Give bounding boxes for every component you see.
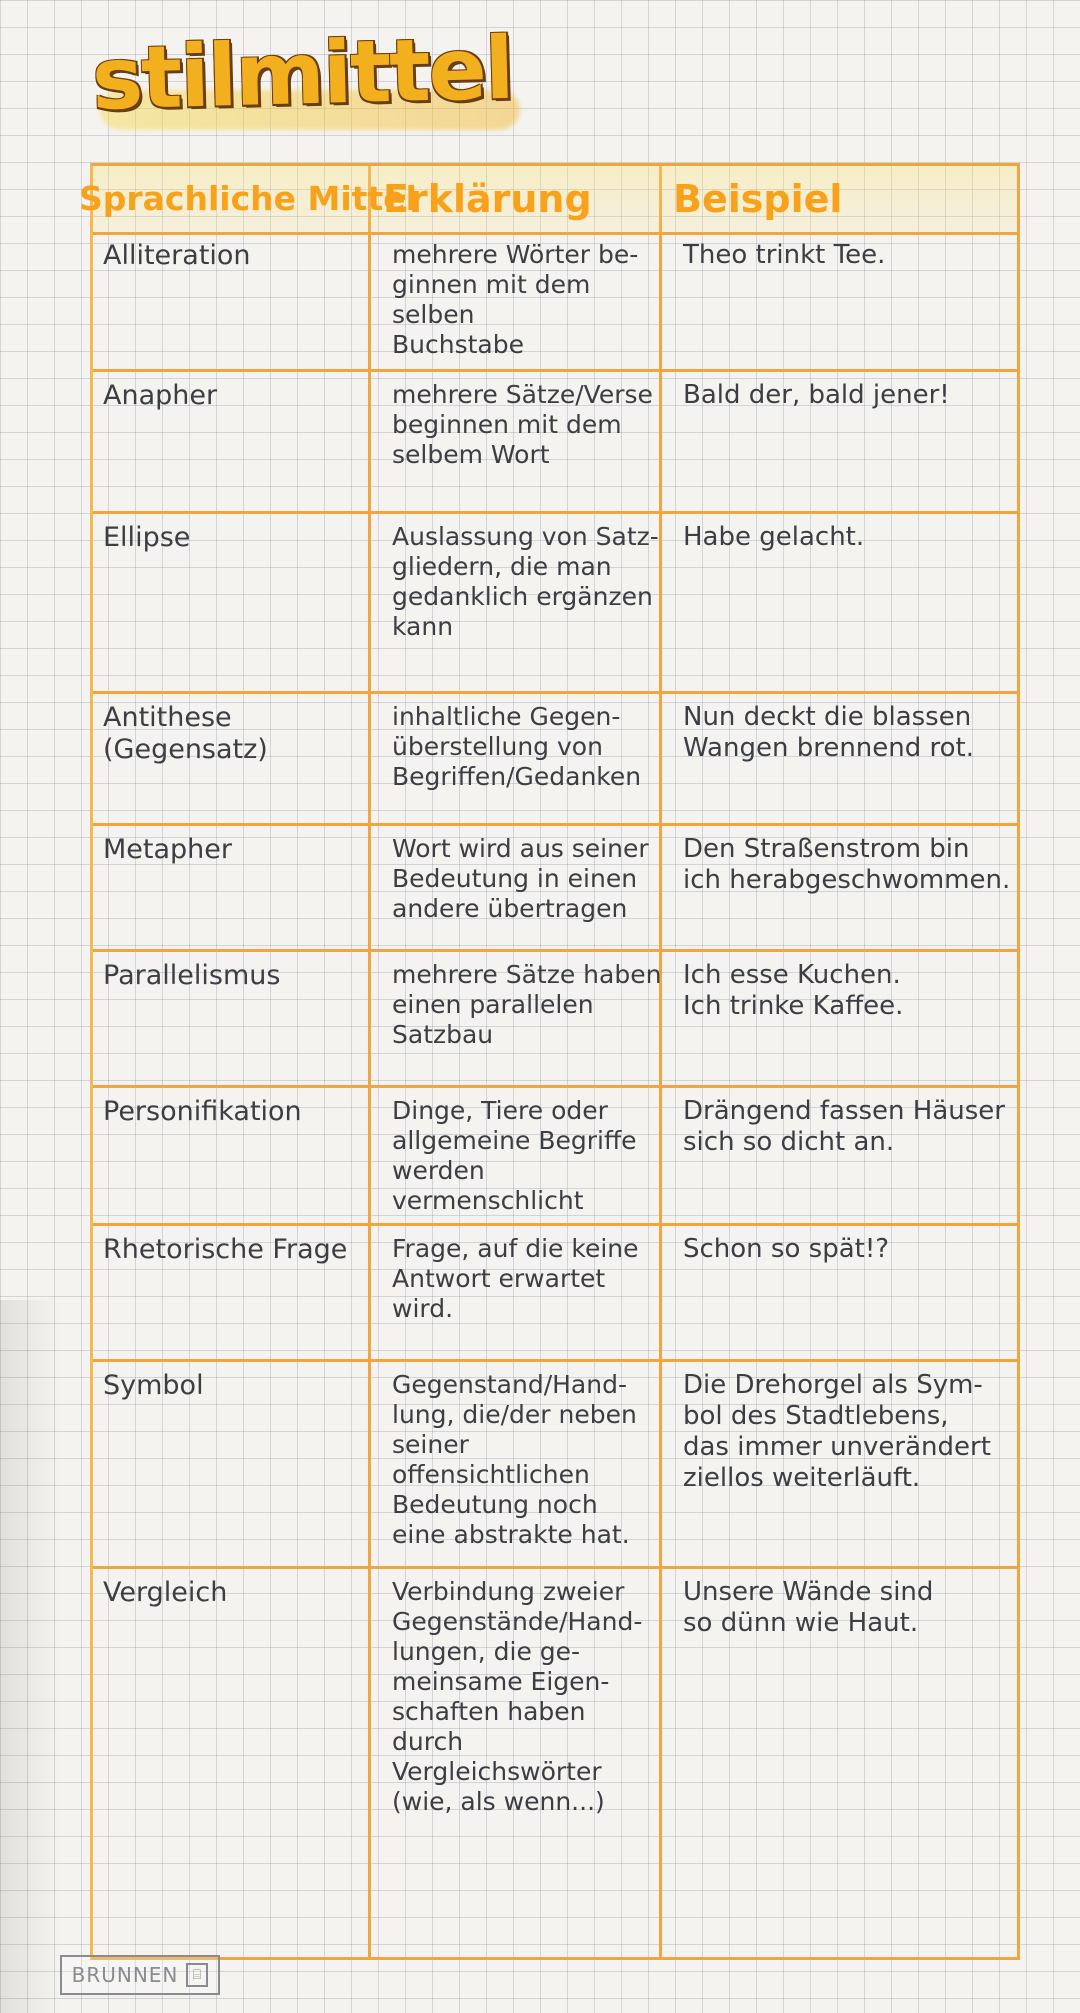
page-shadow [0,1300,60,2013]
table-header [79,166,1017,235]
header-example: Beispiel [673,177,843,221]
brand-logo-icon: ⌸ [186,1963,208,1987]
device-name: Antithese (Gegensatz) [103,702,268,765]
table-row [93,1569,1017,1954]
table-row [93,1088,1017,1226]
table-row [93,1226,1017,1362]
stylistic-devices-table [79,163,1020,1960]
device-example: Nun deckt die blassen Wangen brennend rot. [683,702,975,763]
device-explanation: mehrere Sätze haben einen parallelen Satzbau [392,960,662,1049]
device-name: Anapher [103,380,218,411]
device-name: Ellipse [103,522,191,553]
table-row [93,232,1017,372]
device-example: Die Drehorgel als Sym- bol des Stadtlebens, das immer unverändert ziellos weiterläuft. [683,1370,991,1493]
device-name: Metapher [103,834,233,865]
device-example: Bald der, bald jener! [683,380,950,410]
table-row [93,1362,1017,1569]
device-example: Den Straßenstrom bin ich herabgeschwommen. [683,834,1011,895]
device-explanation: Wort wird aus seiner Bedeutung in einen andere übertragen [392,834,649,923]
device-explanation: mehrere Wörter be- ginnen mit dem selben Buchstabe [392,240,639,359]
device-example: Schon so spät!? [683,1234,890,1264]
device-example: Ich esse Kuchen. Ich trinke Kaffee. [683,960,904,1021]
device-name: Vergleich [103,1577,228,1608]
device-name: Symbol [103,1370,204,1401]
device-explanation: Dinge, Tiere oder allgemeine Begriffe werden vermenschlicht [392,1096,637,1215]
table-row [93,826,1017,952]
device-explanation: Auslassung von Satz- gliedern, die man gedanklich ergänzen kann [392,522,659,641]
brand-name: BRUNNEN [71,1963,179,1987]
table-row [93,372,1017,514]
device-explanation: Verbindung zweier Gegenstände/Hand- lungen, die ge- meinsame Eigen- schaften haben durch Vergleichswörter (wie, als wenn...) [392,1577,643,1816]
page-title: stilmittel [90,18,514,130]
device-explanation: inhaltliche Gegen- überstellung von Begriffen/Gedanken [392,702,642,791]
device-example: Habe gelacht. [683,522,865,552]
header-explanation: Erklärung [383,177,592,221]
device-name: Alliteration [103,240,251,271]
device-name: Personifikation [103,1096,302,1127]
header-devices: Sprachliche Mittel [79,179,417,218]
device-explanation: mehrere Sätze/Verse beginnen mit dem selbem Wort [392,380,653,469]
device-explanation: Gegenstand/Hand- lung, die/der neben seiner offensichtlichen Bedeutung noch eine abstrakte hat. [392,1370,637,1549]
device-example: Theo trinkt Tee. [683,240,886,270]
device-example: Drängend fassen Häuser sich so dicht an. [683,1096,1005,1157]
device-name: Parallelismus [103,960,281,991]
brunnen-brand [60,1955,220,1995]
table-row [93,952,1017,1088]
table-row [93,694,1017,826]
device-explanation: Frage, auf die keine Antwort erwartet wird. [392,1234,639,1323]
table-row [93,514,1017,694]
device-example: Unsere Wände sind so dünn wie Haut. [683,1577,934,1638]
device-name: Rhetorische Frage [103,1234,348,1265]
